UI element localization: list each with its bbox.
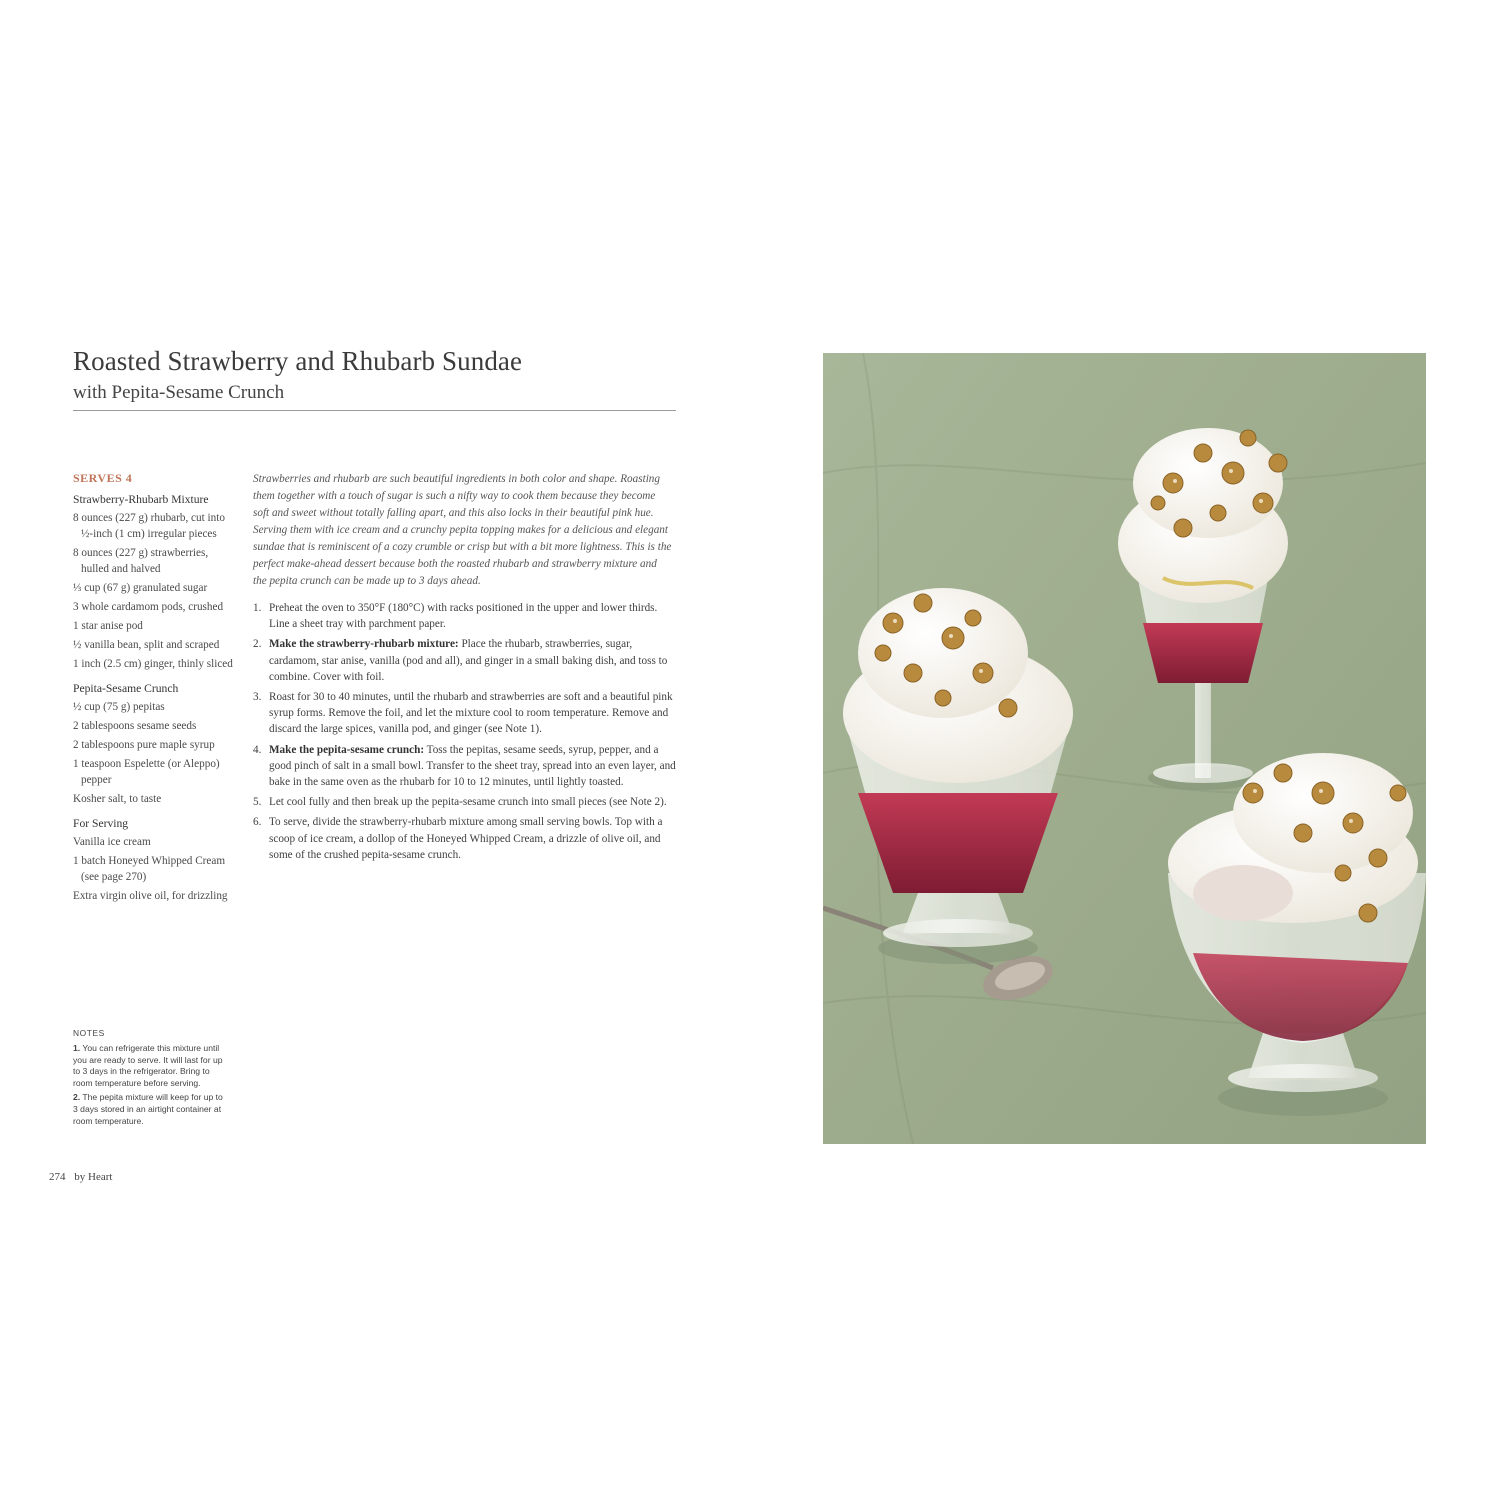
recipe-intro: Strawberries and rhubarb are such beautiful ingredients in both color and shape. Roasting them together with a touch of sugar is such a nifty way to cook them because they become soft and sweet without totally falling apart, and this also locks in their beautiful pink hue. Serving them with ice cream and a crunchy pepita topping makes for a delicious and elegant sundae that is reminiscent of a cozy crumble or crisp but with a bit more lightness. This is the perfect make-ahead dessert because both the roasted rhubarb and strawberry mixture and the pepita crunch can be made up to 3 days ahead. [253,473,672,587]
step-text: Roast for 30 to 40 minutes, until the rhubarb and strawberries are soft and a beautiful pink syrup forms. Remove the foil, and let the mixture cool to room temperature. Remove and discard the large spices, vanilla pod, and ginger (see Note 1). [269,691,673,736]
page-number: 274 [49,1171,66,1183]
ingredient-group [73,492,233,672]
ingredient-item: 1 star anise pod [73,620,143,632]
step-number: 4. [253,743,262,756]
method-step [253,814,676,863]
sundae-illustration [823,353,1426,1144]
ingredient-item: ½ cup (75 g) pepitas [73,701,165,713]
serves-label: SERVES 4 [73,471,133,485]
ingredient-item: 2 tablespoons pure maple syrup [73,739,215,751]
step-number: 6. [253,816,262,829]
ingredient-group [73,681,233,807]
ingredient-item: Vanilla ice cream [73,836,151,848]
notes-heading: NOTES [73,1028,105,1038]
note-item [73,1092,223,1127]
ingredient-item: ⅓ cup (67 g) granulated sugar [73,582,208,594]
notes-block [73,1028,223,1129]
method-step [253,689,676,738]
ingredient-group-heading: For Serving [73,817,129,830]
ingredient-item: 8 ounces (227 g) strawberries, hulled and halved [73,547,209,575]
ingredients-column [73,470,233,913]
step-number: 3. [253,691,262,704]
method-step [253,600,676,632]
notes-list [73,1043,223,1128]
step-text: Toss the pepitas, sesame seeds, syrup, pepper, and a good pinch of salt in a small bowl. Transfer to the sheet tray, spread into an even layer, and bake in the same oven as the rhubarb for 10 to 12 minutes, until lightly toasted. [269,743,676,789]
method-steps [253,600,676,867]
ingredient-item: 1 inch (2.5 cm) ginger, thinly sliced [73,658,233,670]
book-title: by Heart [74,1171,113,1183]
ingredient-item: 8 ounces (227 g) rhubarb, cut into ½-inch (1 cm) irregular pieces [73,512,225,540]
note-text: You can refrigerate this mixture until you are ready to serve. It will last for up to 3 days in the refrigerator. Bring to room temperature before serving. [73,1042,223,1089]
note-item [73,1043,223,1090]
step-heading: Make the pepita-sesame crunch: [269,743,425,756]
note-text: The pepita mixture will keep for up to 3 days stored in an airtight container at room temperature. [73,1091,223,1126]
method-step [253,742,676,791]
step-text: Let cool fully and then break up the pepita-sesame crunch into small pieces (see Note 2). [269,796,667,809]
step-text: Preheat the oven to 350°F (180°C) with racks positioned in the upper and lower thirds. Line a sheet tray with parchment paper. [269,602,658,631]
step-number: 1. [253,602,262,614]
ingredient-group [73,816,233,904]
ingredient-item: 1 batch Honeyed Whipped Cream (see page 270) [73,855,226,883]
recipe-title: Roasted Strawberry and Rhubarb Sundae [73,346,523,376]
note-number: 1. [73,1042,81,1053]
ingredient-item: Kosher salt, to taste [73,793,162,805]
ingredient-group-heading: Strawberry-Rhubarb Mixture [73,493,209,506]
ingredient-groups [73,492,233,904]
recipe-subtitle: with Pepita-Sesame Crunch [73,382,285,403]
step-number: 2. [253,638,262,651]
step-heading: Make the strawberry-rhubarb mixture: [269,638,459,651]
page-footer [49,1171,112,1183]
ingredient-item: 2 tablespoons sesame seeds [73,720,197,732]
step-text: To serve, divide the strawberry-rhubarb mixture among small serving bowls. Top with a scoop of ice cream, a dollop of the Honeyed Whipped Cream, a drizzle of olive oil, and some of the crushed pepita-sesame crunch. [269,816,663,861]
ingredient-item: 3 whole cardamom pods, crushed [73,601,224,613]
method-step [253,636,676,685]
title-divider [73,410,676,411]
note-number: 2. [73,1091,81,1102]
step-number: 5. [253,796,262,809]
ingredient-item: ½ vanilla bean, split and scraped [73,639,220,651]
method-step [253,794,676,810]
step-text: Place the rhubarb, strawberries, sugar, cardamom, star anise, vanilla (pod and all), and ginger in a small baking dish, and toss to combine. Cover with foil. [269,638,668,683]
ingredient-group-heading: Pepita-Sesame Crunch [73,682,179,695]
sundae-photo [823,353,1426,1144]
ingredient-item: 1 teaspoon Espelette (or Aleppo) pepper [73,758,220,786]
ingredient-item: Extra virgin olive oil, for drizzling [73,890,228,902]
